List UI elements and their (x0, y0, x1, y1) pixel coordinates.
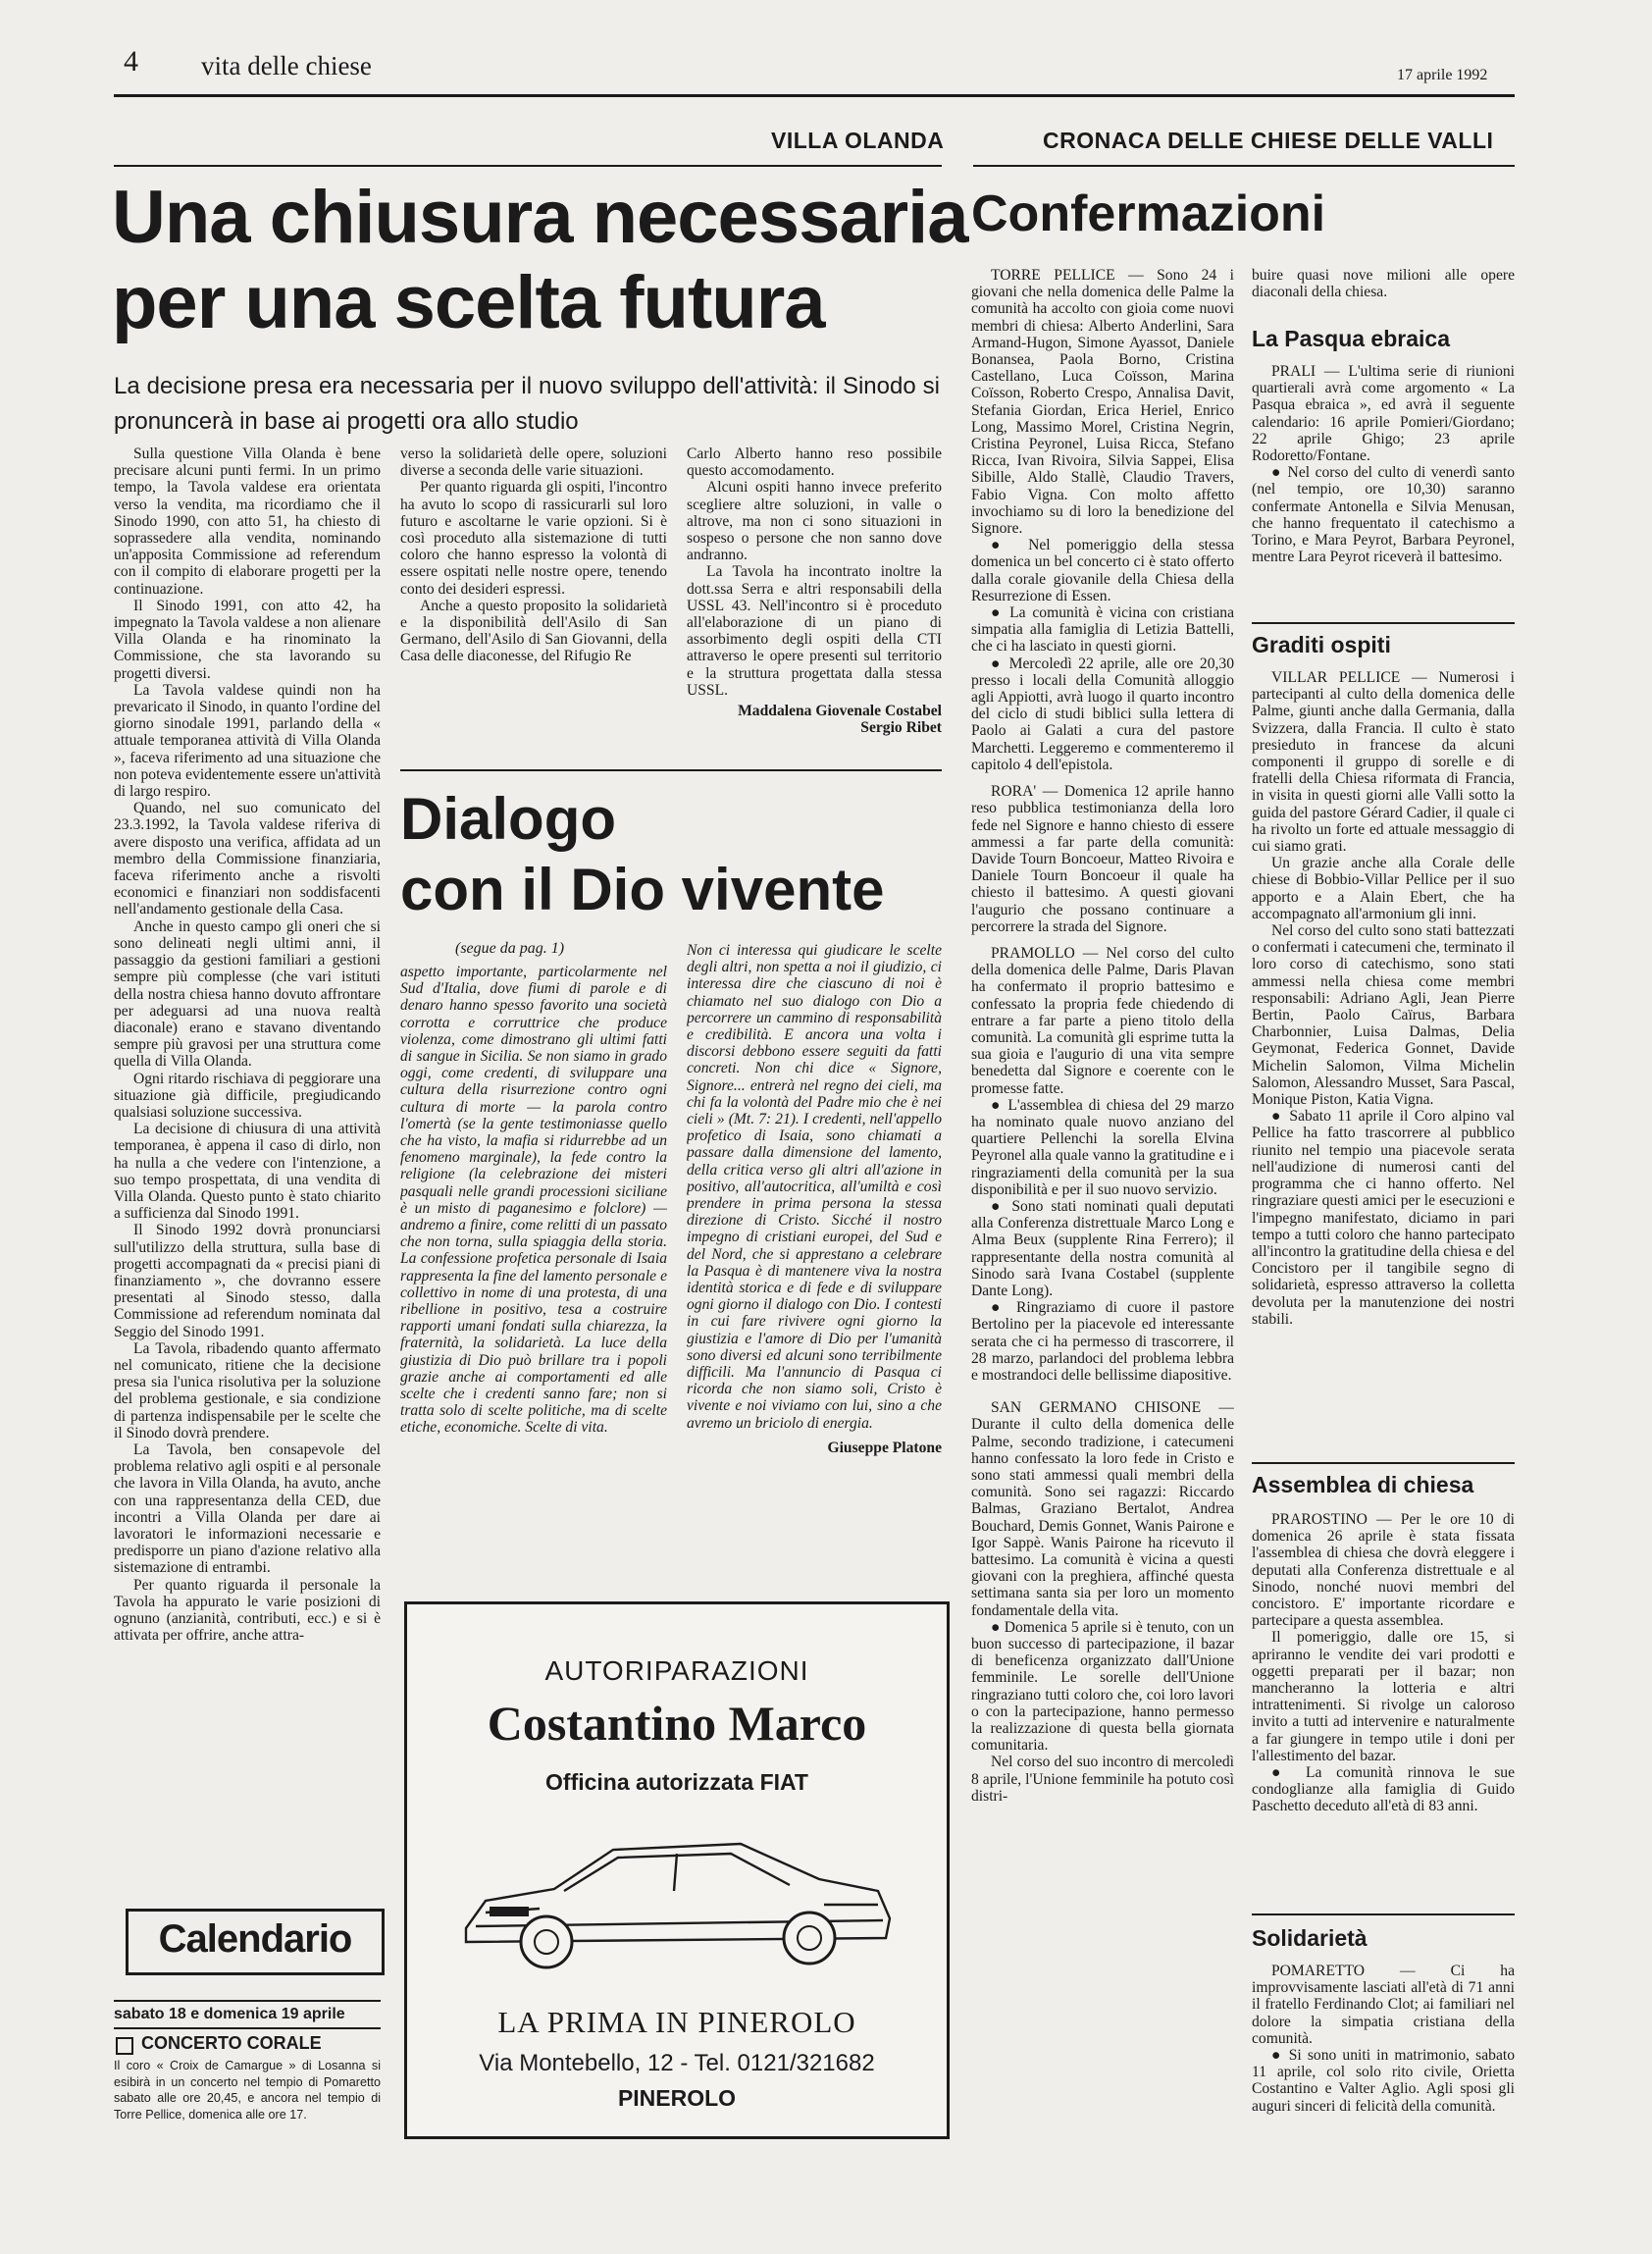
paragraph: Ogni ritardo rischiava di peggiorare una situazione già difficile, pregiudicando qualsiasi soluzione successiva. (114, 1070, 381, 1121)
paragraph: La decisione di chiusura di una attività temporanea, è appena il caso di dirlo, non ha nulla a che vedere con l'intenzione, a suo tempo prospettata, di una vendita di Villa Olanda. Questo punto è stato chiarito a sufficienza dal Sinodo 1991. (114, 1121, 381, 1223)
checkbox-icon (116, 2037, 133, 2055)
solidarieta-text (1252, 1963, 1515, 2208)
calendario-rule (114, 2000, 381, 2002)
paragraph: ● Sono stati nominati quali deputati alla Conferenza distrettuale Marco Long e Alma Beux (supplente Rina Ferrero); il rappresentante della nostra comunità al Sinodo sarà Ivana Costabel (supplente Dante Long). (971, 1197, 1234, 1299)
graditi-text (1252, 669, 1515, 1464)
main-headline-line2: per una scelta futura (112, 261, 825, 344)
solidarieta-heading: Solidarietà (1252, 1925, 1368, 1951)
calendario-date: sabato 18 e domenica 19 aprile (114, 2006, 345, 2022)
paragraph: Un grazie anche alla Corale delle chiese di Bobbio-Villar Pellice per il suo apporto e a Alain Ebert, che ha accompagnato all'armonium gli inni. (1252, 855, 1515, 922)
paragraph: Quando, nel suo comunicato del 23.3.1992, la Tavola valdese riferiva di avere disposto una verifica, affidata ad un membro della Commissione finanziaria, faceva riferimento anche a risvolti economici e finanziari non soddisfacenti nell'andamento gestionale della Casa. (114, 800, 381, 918)
paragraph: PRALI — L'ultima serie di riunioni quartierali avrà come argomento « La Pasqua ebraica », ed avrà il seguente calendario: 16 aprile Pomieri/Giordano; 22 aprile Ghigo; 23 aprile Rodoretto/Fontane. (1252, 363, 1515, 465)
paragraph: Il Sinodo 1991, con atto 42, ha impegnato la Tavola valdese a non alienare Villa Olanda e ha rinominato la Commissione, che sta lavorando su progetti diversi. (114, 597, 381, 682)
advert-line5: Via Montebello, 12 - Tel. 0121/321682 (479, 2050, 875, 2076)
continued-from: (segue da pag. 1) (455, 940, 565, 957)
dialogo-col2 (687, 942, 942, 1550)
paragraph: TORRE PELLICE — Sono 24 i giovani che nella domenica delle Palme la comunità ha accolto con gioia come nuovi membri di chiesa: Alberto Anderlini, Sara Armand-Hugon, Simone Ayassot, Daniele Bonansea, Paola Borno, Cristina Castellano, Luca Coïsson, Marina Coïsson, Roberto Crespo, Annalisa Davit, Stefania Giordan, Erica Heriel, Enrico Long, Massimo Morel, Cristina Negrin, Cristina Peyronel, Luisa Ricca, Stefano Ricca, Ivan Rivoira, Silvia Sappei, Elisa Sibille, Aldo Stallè, Claudio Travers, Fabio Vigna. Con molto affetto invochiamo su di loro la benedizione del Signore. (971, 267, 1234, 538)
section-rule (1252, 1913, 1515, 1915)
kicker-right-rule (973, 165, 1515, 167)
cronaca-col1 (971, 267, 1234, 2190)
cronaca-col2-intro (1252, 267, 1515, 306)
paragraph: ● Sabato 11 aprile il Coro alpino val Pellice ha fatto trascorrere al pubblico riunito nel tempio una piacevole serata nell'audizione di numerosi canti del programma che ci hanno offerto. Nel ringraziare questi amici per le esecuzioni e l'impegno manifestato, diciamo in pari tempo a tutti coloro che hanno partecipato all'incontro la gratitudine della chiesa e del Concistoro per il tangibile segno di solidarietà, espresso attraverso la colletta devoluta per la manutenzione dei nostri stabili. (1252, 1108, 1515, 1328)
paragraph: PRAMOLLO — Nel corso del culto della domenica delle Palme, Daris Plavan ha confermato il proprio battesimo e confessato la propria fede chiedendo di entrare a far parte a pieno titolo della comunità. La comunità gli esprime tutta la sua gioia e l'augurio di una vita sempre benedetta dal Signore e coerente con le promesse fatte. (971, 944, 1234, 1097)
paragraph: Carlo Alberto hanno reso possibile questo accomodamento. (687, 446, 942, 480)
paragraph: RORA' — Domenica 12 aprile hanno reso pubblica testimonianza della loro fede nel Signore e hanno chiesto di essere ammessi a far parte della comunità: Davide Tourn Boncoeur, Matteo Rivoira e Daniele Tourn Boncoeur il quale ha chiesto il battesimo. A questi giovani l'augurio che possano continuare a percorrere la strada del Signore. (971, 783, 1234, 935)
paragraph: La Tavola ha incontrato inoltre la dott.ssa Serra e altri responsabili della USSL 43. Nell'incontro si è proceduto all'elaborazione di un piano di assorbimento degli ospiti della CTI attraverso le opere presenti sul territorio e la struttura progettata dalla stessa USSL. (687, 563, 942, 699)
signature: Sergio Ribet (860, 719, 942, 737)
paragraph: Alcuni ospiti hanno invece preferito scegliere altre soluzioni, in valle o altrove, ma non ci sono situazioni in sospeso o persone che non sanno dove andranno. (687, 479, 942, 564)
paragraph: Nel corso del culto sono stati battezzati o confermati i catecumeni che, terminato il loro corso di catechismo, sono stati ammessi nella chiesa come membri responsabili: Adriano Agli, Jean Pierre Bertin, Paolo Caïrus, Barbara Charbonnier, Luisa Dalmas, Delia Geymonat, Federica Gonnet, Davide Michelin Salomon, Vilma Michelin Salomon, Alessandro Musset, Sara Pascal, Monique Piston, Katia Vigna. (1252, 922, 1515, 1109)
main-article-col1 (114, 446, 381, 1834)
wheel (784, 1913, 835, 1964)
dialogo-top-rule (400, 769, 942, 771)
assemblea-heading: Assemblea di chiesa (1252, 1472, 1474, 1497)
kicker-cronaca: CRONACA DELLE CHIESE DELLE VALLI (1043, 128, 1494, 153)
advert-line1: AUTORIPARAZIONI (544, 1655, 809, 1686)
paragraph: Non ci interessa qui giudicare le scelte degli altri, non spetta a noi il giudizio, ci interessa dire che ciascuno di noi è chiamato nel suo dialogo con Dio a percorrere un cammino di responsabilità e credibilità. E ancora una volta i discorsi debbono essere seguiti da fatti concreti. Non chi dice « Signore, Signore... entrerà nel regno dei cieli, ma chi fa la volontà del Padre mio che è nei cieli » (Mt. 7: 21). I credenti, nell'appello profetico di Isaia, sono chiamati a passare dalla dimensione del lamento, della critica verso gli altri all'azione in positivo, all'autocritica, all'umiltà e così prendere in prima persona la stessa direzione di Cristo. Sicché il nostro impegno di cristiani europei, del Sud e del Nord, che si apprestano a celebrare la Pasqua è di mantenere viva la nostra identità storica e di fede e di sviluppare ogni giorno il dialogo con Dio. I contesti in cui fare rivivere ogni giorno la giustizia e l'amore di Dio per l'umanità sono diversi ed alcuni sono terribilmente difficili. Ma l'annuncio di Pasqua ci ricorda che non siamo soli, Cristo è vivente e noi viviamo con lui, sino a che avremo un briciolo di energia. (687, 942, 942, 1432)
section-title: vita delle chiese (201, 51, 372, 80)
concerto-title: CONCERTO CORALE (141, 2033, 322, 2053)
calendario-title: Calendario (158, 1917, 352, 1961)
paragraph: ● L'assemblea di chiesa del 29 marzo ha nominato quale nuovo anziano del quartiere Pellenchi la sorella Elvina Peyronel alla quale vanno la gratitudine e i ringraziamenti della comunità per la sua disponibilità e per il suo nuovo servizio. (971, 1096, 1234, 1198)
kicker-villa-olanda: VILLA OLANDA (771, 128, 945, 153)
paragraph: ● Ringraziamo di cuore il pastore Bertolino per la piacevole ed interessante serata che ci ha permesso di trascorrere, il 28 marzo, parlandoci del problema lebbra e mostrandoci delle bellissime diapositive. (971, 1299, 1234, 1384)
paragraph: Nel corso del suo incontro di mercoledì 8 aprile, l'Unione femminile ha potuto così distri- (971, 1754, 1234, 1805)
paragraph: SAN GERMANO CHISONE — Durante il culto della domenica delle Palme, secondo tradizione, i catecumeni hanno confessato la loro fede in Cristo e sono stati ammessi quali membri della comunità. Sono sei ragazzi: Riccardo Balmas, Graziano Bertalot, Andrea Bouchard, Demis Gonnet, Wanis Pairone e Igor Sappè. Wanis Pairone ha ricevuto il battesimo. La comunità è vicina a questi giovani con la preghiera, affinché questa settimana santa sia per loro un momento fondamentale della vita. (971, 1399, 1234, 1619)
paragraph: Anche a questo proposito la solidarietà e la disponibilità dell'Asilo di San Germano, dell'Asilo di San Giovanni, della Casa delle diaconesse, del Rifugio Re (400, 597, 667, 665)
paragraph: ● La comunità rinnova le sue condoglianze alla famiglia di Guido Paschetto deceduto all'età di 83 anni. (1252, 1764, 1515, 1815)
advert-line2: Costantino Marco (487, 1696, 867, 1751)
section-rule (1252, 1462, 1515, 1464)
paragraph: Il pomeriggio, dalle ore 15, si apriranno le vendite dei vari prodotti e oggetti preparati per il bazar; non mancheranno la lotteria e altri intrattenimenti. Si rivolge un caloroso invito a tutti ad intervenire e naturalmente a far giungere in tempo utile i doni per l'allestimento del bazar. (1252, 1629, 1515, 1764)
section-rule (1252, 622, 1515, 624)
paragraph: PRAROSTINO — Per le ore 10 di domenica 26 aprile è stata fissata l'assemblea di chiesa che dovrà eleggere i deputati alla Conferenza distrettuale e al Sinodo, nonché nuovi membri del concistoro. E' importante ricordare e partecipare a questa assemblea. (1252, 1511, 1515, 1630)
paragraph: ● Si sono uniti in matrimonio, sabato 11 aprile, col solo rito civile, Orietta Costantino e Valter Aglio. Agli sposi gli auguri sinceri di felicità della comunità. (1252, 2047, 1515, 2115)
concerto-text: Il coro « Croix de Camargue » di Losanna si esibirà in un concerto nel tempio di Pomaretto sabato alle ore 20,45, e ancora nel tempio di Torre Pellice, domenica alle ore 17. (114, 2059, 381, 2122)
advert-box (404, 1601, 950, 2139)
paragraph: Per quanto riguarda il personale la Tavola ha appurato le varie posizioni di ognuno (anzianità, contributi, ecc.) e si è attivata per offrire, anche attra- (114, 1576, 381, 1645)
paragraph: La Tavola, ben consapevole del problema relativo agli ospiti e al personale che lavora in Villa Olanda, ha avuto, anche con una rappresentanza della CED, due incontri a Villa Olanda per dare ai lavoratori le informazioni necessarie e predisporre un piano d'azione relativo alla sistemazione di entrambi. (114, 1441, 381, 1577)
graditi-heading: Graditi ospiti (1252, 632, 1391, 657)
pasqua-heading: La Pasqua ebraica (1252, 326, 1450, 351)
paragraph: verso la solidarietà delle opere, soluzioni diverse a seconda delle varie situazioni. (400, 446, 667, 480)
dialogo-headline-line1: Dialogo (400, 786, 616, 852)
pasqua-text (1252, 363, 1515, 626)
paragraph: Anche in questo campo gli oneri che si sono delineati negli ultimi anni, il passaggio da gestioni familiari a gestioni sempre più complesse (che vari istituti della nostra chiesa hanno dovuto affrontare per adeguarsi ad una nuova realtà diaconale) erano e stavano diventando sempre più gravosi per una struttura come quella di Villa Olanda. (114, 917, 381, 1071)
paragraph: La Tavola, ribadendo quanto affermato nel comunicato, ritiene che la decisione presa sia l'unica risolutiva per la soluzione del problema gestionale, e sia condizione di partenza indispensabile per le scelte che il Sinodo dovrà prendere. (114, 1339, 381, 1442)
assemblea-text (1252, 1511, 1515, 1933)
kicker-left-rule (114, 165, 942, 167)
paragraph: ● Mercoledì 22 aprile, alle ore 20,30 presso i locali della Comunità alloggio agli Appiotti, avrà luogo il quarto incontro del ciclo di studi biblici sulla lettera di Paolo ai Galati a cura del pastore Marchetti. Leggeremo e commenteremo il capitolo 4 dell'epistola. (971, 655, 1234, 773)
confermazioni-headline: Confermazioni (971, 185, 1326, 242)
signature: Maddalena Giovenale Costabel (738, 703, 942, 720)
paragraph: ● Nel corso del culto di venerdì santo (nel tempio, ore 10,30) saranno confermate Antonella e Silvia Menusan, che hanno frequentato il catechismo a Torino, e Mara Peyrot, Barbara Peyronel, mentre Lara Peyrot riceverà il battesimo. (1252, 464, 1515, 566)
main-article-col3 (687, 446, 942, 750)
paragraph: VILLAR PELLICE — Numerosi i partecipanti al culto della domenica delle Palme, giunti anche dalla Germania, dalla Svizzera, dalla Francia. Il culto è stato presieduto in francese da alcuni componenti il gruppo di sorelle e di fratelli della Chiesa riformata di Francia, in visita in questi giorni alle Valli sotto la guida del pastore Gérard Cadier, il quale ci ha rivolto un forte ed attuale messaggio di cui siamo grati. (1252, 669, 1515, 856)
main-article-col2 (400, 446, 667, 750)
masthead-rule (114, 94, 1515, 97)
signature: Giuseppe Platone (827, 1439, 942, 1456)
main-headline-line1: Una chiusura necessaria (112, 176, 968, 259)
paragraph: La Tavola valdese quindi non ha prevaricato il Sinodo, in quanto l'ordine del giorno sinodale 1991, parlando della « attuale temporanea attività di Villa Olanda », faceva riferimento ad una situazione che non poteva evidentemente essere un'attività di largo respiro. (114, 681, 381, 801)
car-illustration (446, 1810, 907, 1982)
advert-line3: Officina autorizzata FIAT (545, 1769, 808, 1795)
paragraph: Sulla questione Villa Olanda è bene precisare alcuni punti fermi. In un primo tempo, la Tavola valdese era orientata verso la vendita, ma ricordiamo che il Sinodo 1990, con atto 51, ha chiesto di soprassedere alla vendita, nominando un'apposita Commissione ad referendum con il compito di elaborare progetti per la continuazione. (114, 446, 381, 598)
calendario-box (126, 1909, 385, 1975)
advert-line4: LA PRIMA IN PINEROLO (497, 2005, 856, 2039)
paragraph: Il Sinodo 1992 dovrà pronunciarsi sull'utilizzo della struttura, sulla base di progetti accompagnati da « precisi piani di finanziamento », che dovranno essere presentati al Sinodo stesso, dalla Commissione ad referendum nominata dal Seggio del Sinodo 1991. (114, 1222, 381, 1340)
dialogo-headline-line2: con il Dio vivente (400, 857, 885, 922)
paragraph: Per quanto riguarda gli ospiti, l'incontro ha avuto lo scopo di rassicurarli sul loro futuro e ascoltarne le varie opzioni. Si è così proceduto alla sistemazione di tutti coloro che hanno espresso la volontà di essere ospitati nelle nostre opere, tenendo conto dei desideri espressi. (400, 479, 667, 598)
dialogo-col1: aspetto importante, particolarmente nel Sud d'Italia, dove fiumi di parole e di denaro hanno spesso favorito una società corrotta e corruttrice che produce violenza, come dimostrano gli ultimi fatti di sangue in Sicilia. Se non siamo in grado oggi, come credenti, di sviluppare una cultura della risurrezione contro ogni cultura di morte — la parola contro l'omertà (se la gente testimoniasse quello che ha visto, la mafia si ridurrebbe ad un fenomeno marginale), la fede contro la religione (la celebrazione dei misteri pasquali nelle grandi processioni siciliane è un misto di paganesimo e folclore) — andremo a finire, come relitti di un passato che non torna, sulla spiaggia della storia. La confessione profetica personale di Isaia rappresenta la fine del lamento personale e collettivo in nome di una protesta, di una ribellione in positivo, tesa a costruire rapporti umani fondati sulla chiarezza, la fraternità, la solidarietà. La luce della giustizia di Dio può brillare tra i popoli grazie anche ai comportamenti ed alle scelte che i credenti sanno fare; non si tratta solo di scelte politiche, ma di scelte etiche, economiche. Scelte di vita. (400, 964, 667, 1437)
paragraph: ● Domenica 5 aprile si è tenuto, con un buon successo di partecipazione, il bazar di beneficenza organizzato dall'Unione femminile. Le sorelle dell'Unione ringraziano tutti coloro che, coi loro lavori o con la partecipazione, hanno permesso la realizzazione di questa bella giornata comunitaria. (971, 1618, 1234, 1755)
issue-date: 17 aprile 1992 (1397, 67, 1488, 83)
paragraph: ● Nel pomeriggio della stessa domenica un bel concerto ci è stato offerto dalla corale giovanile della Chiesa della Resurrezione di Essen. (971, 537, 1234, 604)
paragraph: buire quasi nove milioni alle opere diaconali della chiesa. (1252, 267, 1515, 301)
wheel (521, 1916, 572, 1967)
main-subheading: La decisione presa era necessaria per il nuovo sviluppo dell'attività: il Sinodo si pronuncerà in base ai progetti ora allo studio (114, 373, 940, 435)
paragraph: ● La comunità è vicina con cristiana simpatia alla famiglia di Letizia Battelli, che ci ha lasciato in questi giorni. (971, 604, 1234, 655)
advert-line6: PINEROLO (617, 2085, 737, 2111)
page-number: 4 (124, 45, 138, 78)
calendario-rule-2 (114, 2027, 381, 2029)
paragraph: POMARETTO — Ci ha improvvisamente lasciati all'età di 71 anni il fratello Ferdinando Clot; ai familiari nel dolore la simpatia cristiana della comunità. (1252, 1963, 1515, 2047)
